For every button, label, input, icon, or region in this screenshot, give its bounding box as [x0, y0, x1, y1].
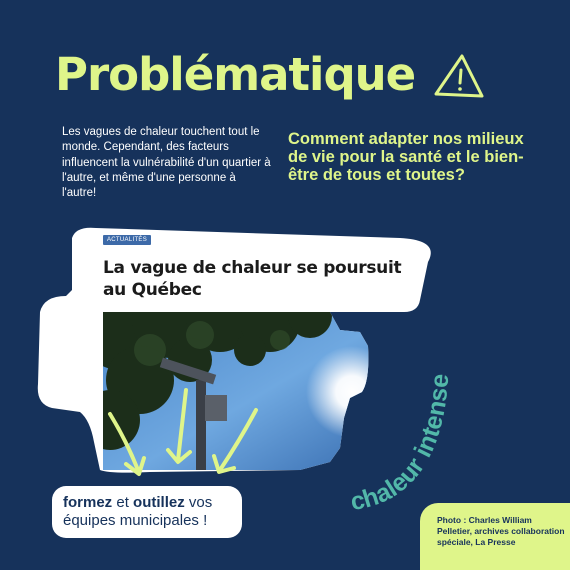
- page-title: Problématique: [55, 48, 416, 101]
- callout-text: [63, 494, 248, 530]
- curved-label-text: chaleur intense: [348, 372, 455, 517]
- intro-text: Les vagues de chaleur touchent tout le monde. Cependant, des facteurs influencent la vulnérabilité d'un quartier à l'autre, et même d'une personne à l'autre!: [62, 126, 271, 200]
- svg-text:chaleur intense: [349, 373, 455, 516]
- article-category-badge: ACTUALITÉS: [103, 235, 151, 245]
- article-headline: La vague de chaleur se poursuit au Québec: [103, 258, 402, 301]
- callout-emphasis-1: formez: [63, 494, 113, 511]
- callout-rest: vos équipes municipales !: [63, 494, 213, 529]
- callout-connector: et: [112, 494, 134, 511]
- callout-emphasis-2: outillez: [133, 494, 185, 511]
- photo-credit: Photo : Charles William Pelletier, archives collaboration spéciale, La Presse: [437, 515, 565, 548]
- question-text: Comment adapter nos milieux de vie pour la santé et le bien-être de tous et toutes?: [288, 130, 524, 185]
